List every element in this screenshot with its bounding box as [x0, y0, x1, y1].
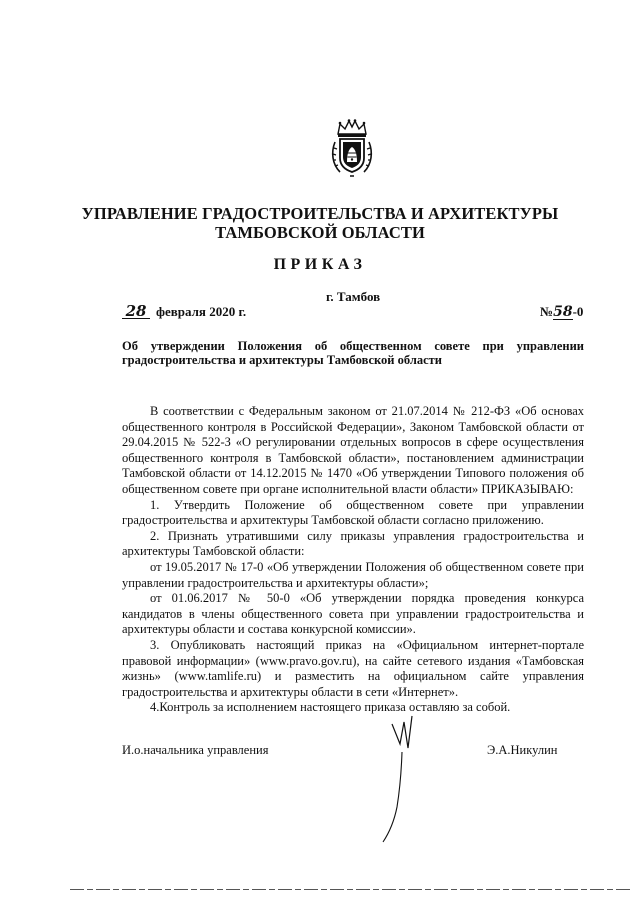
document-number: [540, 304, 583, 320]
clause-2-item-2: от 01.06.2017 № 50-0 «Об утверждении порядка проведения конкурса кандидатов в члены общественного совета при управлении градостроительства и архитектуры области и состава конкурсной комиссии».: [122, 591, 584, 637]
document-body: [122, 404, 584, 716]
clause-4: 4.Контроль за исполнением настоящего приказа оставляю за собой.: [150, 700, 511, 715]
tambov-coat-of-arms-icon: [330, 118, 374, 178]
document-date: [122, 304, 246, 320]
clause-1: 1. Утвердить Положение об общественном совете при управлении градостроительства и архитектуры Тамбовской области согласно приложению.: [122, 497, 584, 528]
document-subject: Об утверждении Положения об общественном совете при управлении градостроительства и архитектуры Тамбовской области: [122, 339, 584, 367]
signatory-name: Э.А.Никулин: [487, 743, 558, 757]
organization-name-line1: УПРАВЛЕНИЕ ГРАДОСТРОИТЕЛЬСТВА И АРХИТЕКТУРЫ: [81, 204, 559, 223]
number-suffix: -0: [572, 304, 584, 319]
number-value-handwritten: 58: [553, 304, 573, 320]
date-month-year: февраля 2020 г.: [156, 304, 247, 319]
number-prefix: №: [540, 304, 554, 319]
preamble-paragraph: В соответствии с Федеральным законом от 21.07.2014 № 212-ФЗ «Об основах общественного контроля в Российской Федерации», Законом Тамбовской области от 29.04.2015 № 522-З «О регулировании отдельных вопросов в сфере осуществления общественного контроля в Тамбовской области», постановлением администрации Тамбовской области от 14.12.2015 № 1470 «Об утверждении Типового положения об общественном совете при органе исполнительной власти области» ПРИКАЗЫВАЮ:: [122, 404, 584, 496]
signatory-role: И.о.начальника управления: [122, 743, 269, 757]
date-day-handwritten: 28: [122, 304, 150, 319]
page-bottom-line: [70, 888, 630, 891]
organization-name-line2: ТАМБОВСКОЙ ОБЛАСТИ: [215, 223, 425, 242]
document-city: г. Тамбов: [326, 289, 381, 304]
clause-2-item-1: от 19.05.2017 № 17-0 «Об утверждении Положения об общественном совете при управлении градостроительства и архитектуры области»;: [122, 559, 584, 590]
handwritten-signature: [370, 712, 420, 852]
clause-3: 3. Опубликовать настоящий приказ на «Официальном интернет-портале правовой информации» (www.pravo.gov.ru), на сайте сетевого издания «Тамбовская жизнь» (www.tamlife.ru) и разместить на официальном сайте управления градостроительства и архитектуры области в сети «Интернет».: [122, 637, 584, 699]
document-type-title: ПРИКАЗ: [273, 256, 367, 273]
clause-2: 2. Признать утратившими силу приказы управления градостроительства и архитектуры Тамбовской области:: [122, 528, 584, 559]
